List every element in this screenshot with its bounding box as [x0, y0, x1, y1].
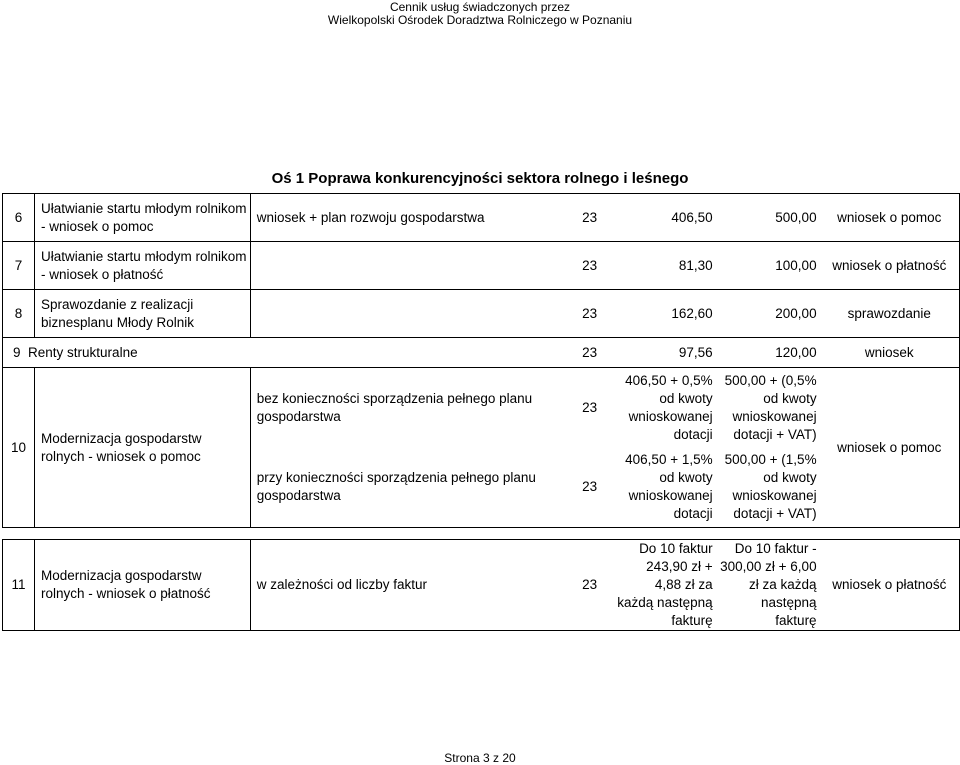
vat-rate: 23 [566, 242, 614, 290]
document-type: w zależności od liczby faktur [250, 540, 566, 631]
page-footer: Strona 3 z 20 [444, 751, 516, 765]
table-row [3, 540, 960, 631]
table-row [3, 242, 960, 290]
service-name: Modernizacja gospodarstw rolnych - wniosek o płatność [34, 540, 250, 631]
gross-price: 100,00 [716, 242, 820, 290]
vat-rate: 23 [566, 540, 614, 631]
price-table [2, 193, 960, 631]
table-row [3, 290, 960, 338]
gross-price: 500,00 [716, 194, 820, 242]
vat-rate: 23 [566, 338, 614, 368]
document-type [250, 242, 566, 290]
gross-price: Do 10 faktur - 300,00 zł + 6,00 zł za każdą następną fakturę [716, 540, 820, 631]
header-line-1: Cennik usług świadczonych przez [389, 0, 571, 14]
table-row [3, 338, 960, 368]
table-spacer [3, 528, 960, 540]
unit: wniosek o płatność [820, 540, 960, 631]
vat-rate: 23 [566, 290, 614, 338]
header-line-2: Wielkopolski Ośrodek Doradztwa Rolniczego w Poznaniu [327, 13, 633, 27]
net-price: 406,50 + 0,5% od kwoty wnioskowanej dotacji [614, 368, 716, 448]
unit: wniosek o pomoc [820, 194, 960, 242]
table-row [3, 194, 960, 242]
row-number: 8 [3, 290, 35, 338]
service-name: Renty strukturalne [28, 344, 138, 360]
service-name: Sprawozdanie z realizacji biznesplanu Młody Rolnik [34, 290, 250, 338]
vat-rate: 23 [566, 368, 614, 448]
unit: sprawozdanie [820, 290, 960, 338]
service-name: Modernizacja gospodarstw rolnych - wniosek o pomoc [34, 368, 250, 528]
document-type: bez konieczności sporządzenia pełnego planu gospodarstwa [250, 368, 566, 448]
net-price: 406,50 + 1,5% od kwoty wnioskowanej dotacji [614, 448, 716, 528]
table-row [3, 368, 960, 448]
service-name-wide [3, 338, 566, 368]
unit: wniosek [820, 338, 960, 368]
unit: wniosek o płatność [820, 242, 960, 290]
row-number: 11 [3, 540, 35, 631]
row-number: 7 [3, 242, 35, 290]
net-price: 406,50 [614, 194, 716, 242]
document-type: wniosek + plan rozwoju gospodarstwa [250, 194, 566, 242]
vat-rate: 23 [566, 448, 614, 528]
service-name: Ułatwianie startu młodym rolnikom - wniosek o płatność [34, 242, 250, 290]
row-number: 10 [3, 368, 35, 528]
service-name: Ułatwianie startu młodym rolnikom - wniosek o pomoc [34, 194, 250, 242]
net-price: Do 10 faktur 243,90 zł + 4,88 zł za każdą następną fakturę [614, 540, 716, 631]
net-price: 81,30 [614, 242, 716, 290]
gross-price: 120,00 [716, 338, 820, 368]
net-price: 97,56 [614, 338, 716, 368]
document-type: przy konieczności sporządzenia pełnego planu gospodarstwa [250, 448, 566, 528]
row-number: 9 [13, 344, 21, 360]
net-price: 162,60 [614, 290, 716, 338]
unit: wniosek o pomoc [820, 368, 960, 528]
document-type [250, 290, 566, 338]
gross-price: 500,00 + (0,5% od kwoty wnioskowanej dotacji + VAT) [716, 368, 820, 448]
section-title: Oś 1 Poprawa konkurencyjności sektora rolnego i leśnego [271, 170, 689, 187]
gross-price: 500,00 + (1,5% od kwoty wnioskowanej dotacji + VAT) [716, 448, 820, 528]
gross-price: 200,00 [716, 290, 820, 338]
vat-rate: 23 [566, 194, 614, 242]
row-number: 6 [3, 194, 35, 242]
